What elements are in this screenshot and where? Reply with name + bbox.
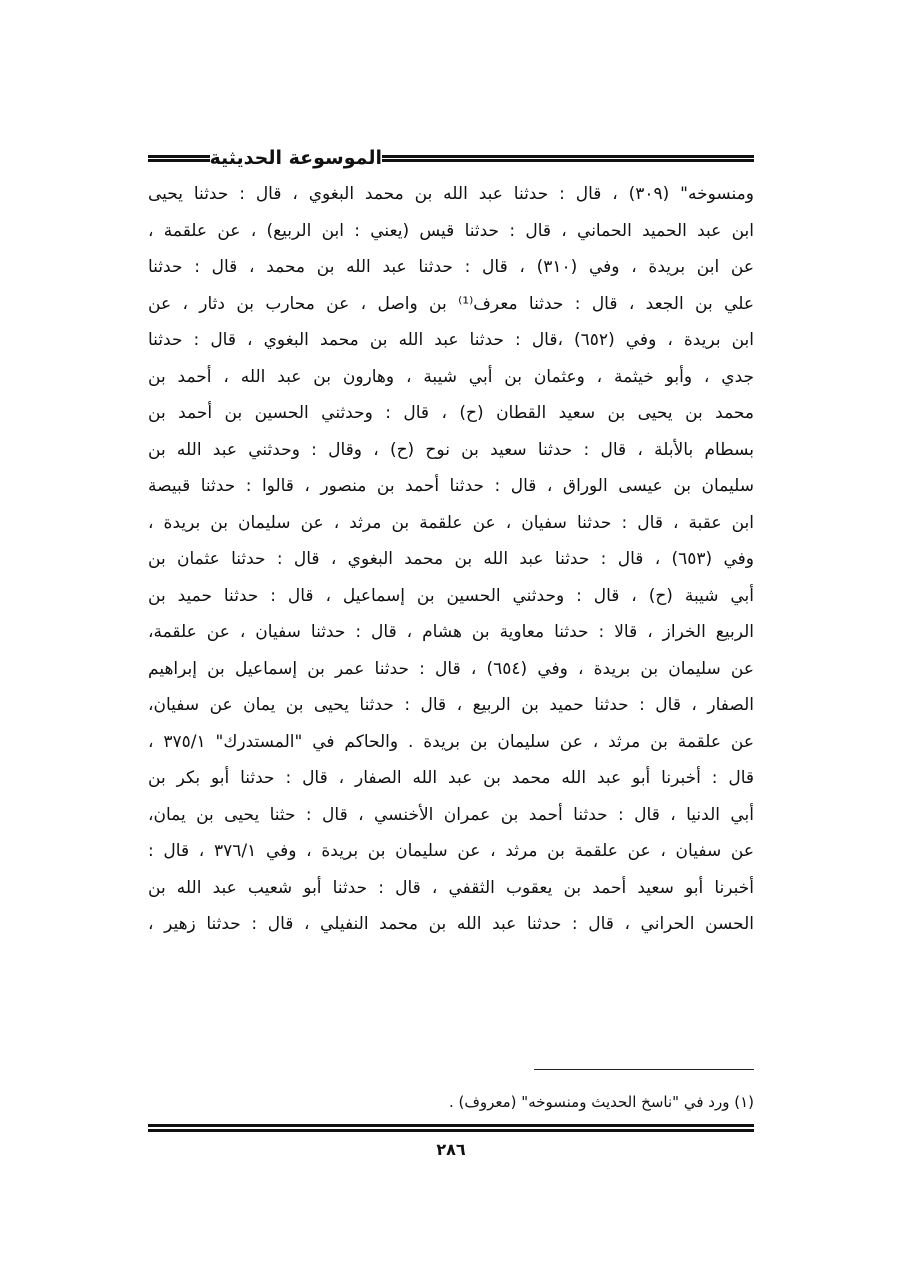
text-line: علي بن الجعد ، قال : حدثنا معرف⁽¹⁾ بن واصل ، عن محارب بن دثار ، عن (148, 293, 754, 314)
text-line: عن ابن بريدة ، وفي (٣١٠) ، قال : حدثنا عبد الله بن محمد ، قال : حدثنا (148, 257, 754, 277)
text-line: الصفار ، قال : حدثنا حميد بن الربيع ، قال : حدثنا يحيى بن يمان عن سفيان، (148, 695, 754, 715)
footnote-separator (534, 1069, 754, 1070)
text-line: ومنسوخه" (٣٠٩) ، قال : حدثنا عبد الله بن محمد البغوي ، قال : حدثنا يحيى (148, 184, 754, 204)
text-line: الربيع الخراز ، قالا : حدثنا معاوية بن هشام ، قال : حدثنا سفيان ، عن علقمة، (148, 622, 754, 642)
text-line: عن سليمان بن بريدة ، وفي (٦٥٤) ، قال : حدثنا عمر بن إسماعيل بن إبراهيم (148, 658, 754, 679)
running-title: الموسوعة الحديثية (209, 147, 382, 169)
header-rule-right (382, 155, 754, 162)
text-line: الحسن الحراني ، قال : حدثنا عبد الله بن محمد النفيلي ، قال : حدثنا زهير ، (148, 914, 754, 934)
text-line: ابن عبد الحميد الحماني ، قال : حدثنا قيس (يعني : ابن الربيع) ، عن علقمة ، (148, 220, 754, 241)
text-line: محمد بن يحيى بن سعيد القطان (ح) ، قال : وحدثني الحسين بن أحمد بن (148, 403, 754, 423)
text-line: جدي ، وأبو خيثمة ، وعثمان بن أبي شيبة ، وهارون بن عبد الله ، أحمد بن (148, 366, 754, 387)
header-rule-left (148, 155, 210, 162)
footnote: (١) ورد في "ناسخ الحديث ومنسوخه" (معروف) . (448, 1093, 754, 1111)
text-line: وفي (٦٥٣) ، قال : حدثنا عبد الله بن محمد البغوي ، قال : حدثنا عثمان بن (148, 549, 754, 569)
text-line: سليمان بن عيسى الوراق ، قال : حدثنا أحمد بن منصور ، قالوا : حدثنا قبيصة (148, 476, 754, 496)
footer-rule (148, 1124, 754, 1132)
text-line: عن علقمة بن مرثد ، عن سليمان بن بريدة . والحاكم في "المستدرك" ٣٧٥/١ ، (148, 731, 754, 752)
text-line: ابن عقبة ، قال : حدثنا سفيان ، عن علقمة بن مرثد ، عن سليمان بن بريدة ، (148, 512, 754, 533)
main-text (148, 176, 754, 943)
page-number: ٢٨٦ (436, 1140, 466, 1159)
text-line: أخبرنا أبو سعيد أحمد بن يعقوب الثقفي ، قال : حدثنا أبو شعيب عبد الله بن (148, 877, 754, 898)
page-header (148, 141, 754, 175)
text-line: عن سفيان ، عن علقمة بن مرثد ، عن سليمان بن بريدة ، وفي ٣٧٦/١ ، قال : (148, 841, 754, 861)
text-line: ابن بريدة ، وفي (٦٥٢) ،قال : حدثنا عبد الله بن محمد البغوي ، قال : حدثنا (148, 330, 754, 350)
text-line: أبي الدنيا ، قال : حدثنا أحمد بن عمران الأخنسي ، قال : حثنا يحيى بن يمان، (148, 804, 754, 825)
text-line: أبي شيبة (ح) ، قال : وحدثني الحسين بن إسماعيل ، قال : حدثنا حميد بن (148, 585, 754, 606)
text-line: بسطام بالأبلة ، قال : حدثنا سعيد بن نوح (ح) ، وقال : وحدثني عبد الله بن (148, 439, 754, 460)
text-line: قال : أخبرنا أبو عبد الله محمد بن عبد الله الصفار ، قال : حدثنا أبو بكر بن (148, 768, 754, 788)
